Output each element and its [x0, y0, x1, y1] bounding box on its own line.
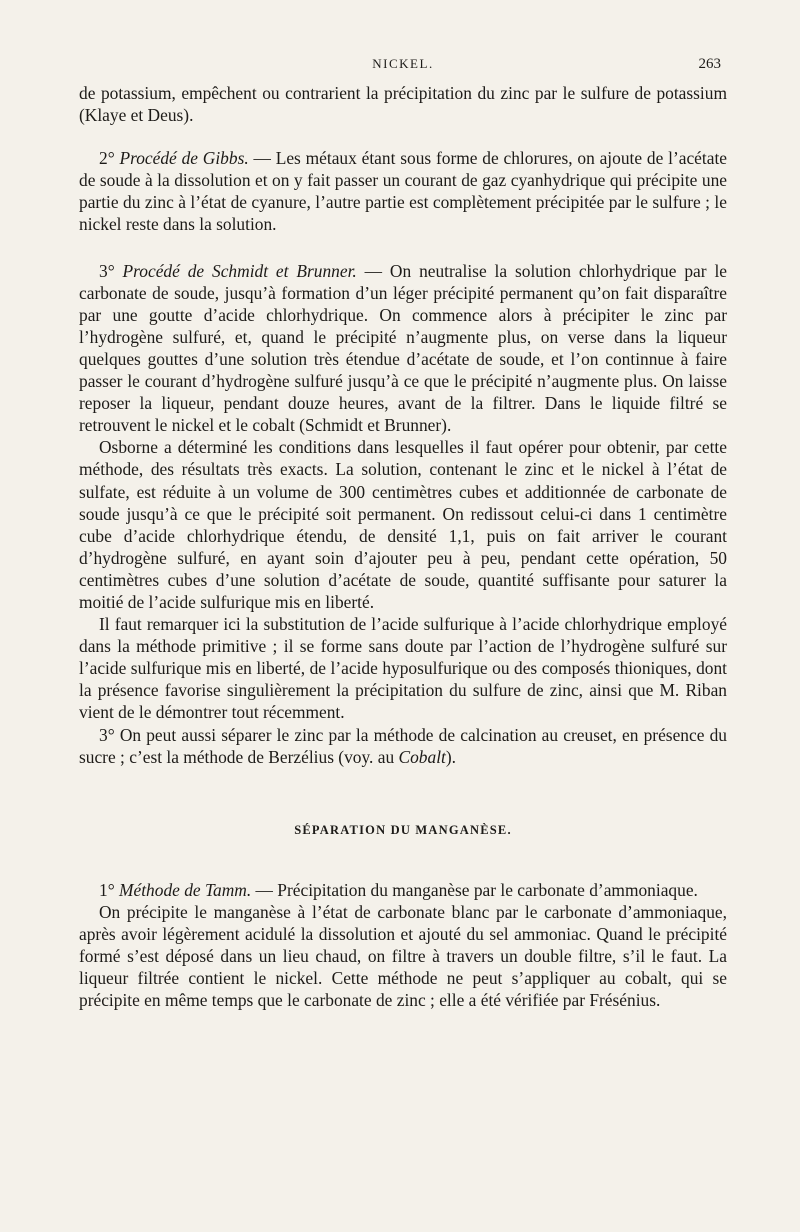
paragraph-text: Il faut remarquer ici la substitution de l’acide sulfurique à l’acide chlorhydrique employé dans la méthode primitive ; il se forme sans doute par l’action de l’hydrogène sulfuré sur l’acide sulfurique mis en liberté, de l’acide hyposulfurique ou des composés thioniques, dont la présence favorise singulièrement la précipitation du sulfure de zinc, ainsi que M. Riban vient de le démontrer tout récemment.: [79, 614, 727, 723]
paragraph-text: On précipite le manganèse à l’état de carbonate blanc par le carbonate d’ammoniaque, après avoir légèrement acidulé la dissolution et ajouté du sel ammoniac. Quand le précipité formé s’est déposé dans un lieu chaud, on filtre à travers un double filtre, s’il le faut. La liqueur filtrée contient le nickel. Cette méthode ne peut s’appliquer au cobalt, qui se précipite en même temps que le carbonate de zinc ; elle a été vérifiée par Frésénius.: [79, 901, 727, 1011]
procedure-number: 2°: [99, 148, 115, 169]
page-number: 263: [698, 56, 721, 72]
paragraph-text: — On neutralise la solution chlorhydrique par le carbonate de soude, jusqu’à formation d’un léger précipité permanent qu’on fait disparaître par une goutte d’acide chlorhydrique. On commence alors à précipiter le zinc par l’hydrogène sulfuré, et, quand le précipité n’augmente plus, on verse dans la liqueur quelques gouttes d’une solution très étendue d’acétate de soude, et l’on continnue à faire passer le courant d’hydrogène sulfuré jusqu’à ce que le précipité n’augmente plus. On laisse reposer la liqueur, pendant douze heures, avant de la filtrer. Dans le liquide filtré se retrouvent le nickel et le cobalt (Schmidt et Brunner).: [79, 260, 727, 436]
paragraph-text: 3° On peut aussi séparer le zinc par la méthode de calcination au creuset, en présence du sucre ; c’est la méthode de Berzélius (voy. au: [79, 724, 727, 767]
paragraph-tamm-detail: [79, 901, 727, 1011]
paragraph-text: — Les métaux étant sous forme de chlorures, on ajoute de l’acétate de soude à la dissolution et on y fait passer un courant de gaz cyanhydrique qui précipite une partie du zinc à l’état de cyanure, l’autre partie est complètement précipitée par le sulfure ; le nickel reste dans la solution.: [79, 148, 727, 235]
procedure-name: Procédé de Schmidt et Brunner.: [122, 260, 357, 281]
paragraph-osborne: [79, 436, 727, 613]
paragraph-continuation: [79, 82, 727, 126]
paragraph-tamm: [79, 879, 727, 901]
procedure-name: Méthode de Tamm.: [119, 879, 252, 900]
paragraph-text: Osborne a déterminé les conditions dans lesquelles il faut opérer pour obtenir, par cette méthode, des résultats très exacts. La solution, contenant le zinc et le nickel à l’état de sulfate, est réduite à un volume de 300 centimètres cubes et additionnée de carbonate de soude jusqu’à ce que le précipité soit permanent. On redissout celui-ci dans 1 centimètre cube d’acide chlorhydrique étendu, de densité 1,1, puis on fait arriver le courant d’hydrogène sulfuré, en ayant soin d’ajouter peu à peu, pendant cette opération, 50 centimètres cubes d’une solution d’acétate de soude, quantité suffisante pour saturer la moitié de l’acide sulfurique mis en liberté.: [79, 437, 727, 612]
paragraph-text: ).: [445, 746, 457, 767]
cross-reference: Cobalt: [398, 746, 446, 767]
procedure-number: 3°: [99, 260, 115, 281]
paragraph-remark: [79, 613, 727, 723]
paragraph-text: de potassium, empêchent ou contrarient la précipitation du zinc par le sulfure de potassium (Klaye et Deus).: [79, 83, 727, 126]
procedure-name: Procédé de Gibbs.: [119, 148, 249, 169]
paragraph-berzelius: [79, 724, 727, 768]
page-body: [79, 82, 727, 1011]
running-title: NICKEL.: [372, 56, 434, 71]
paragraph-text: — Précipitation du manganèse par le carbonate d’ammoniaque.: [251, 879, 698, 900]
section-heading: SÉPARATION DU MANGANÈSE.: [294, 822, 512, 837]
paragraph-gibbs: [79, 147, 727, 235]
running-head: [79, 56, 727, 78]
procedure-number: 1°: [99, 879, 115, 900]
paragraph-schmidt-brunner: [79, 260, 727, 437]
